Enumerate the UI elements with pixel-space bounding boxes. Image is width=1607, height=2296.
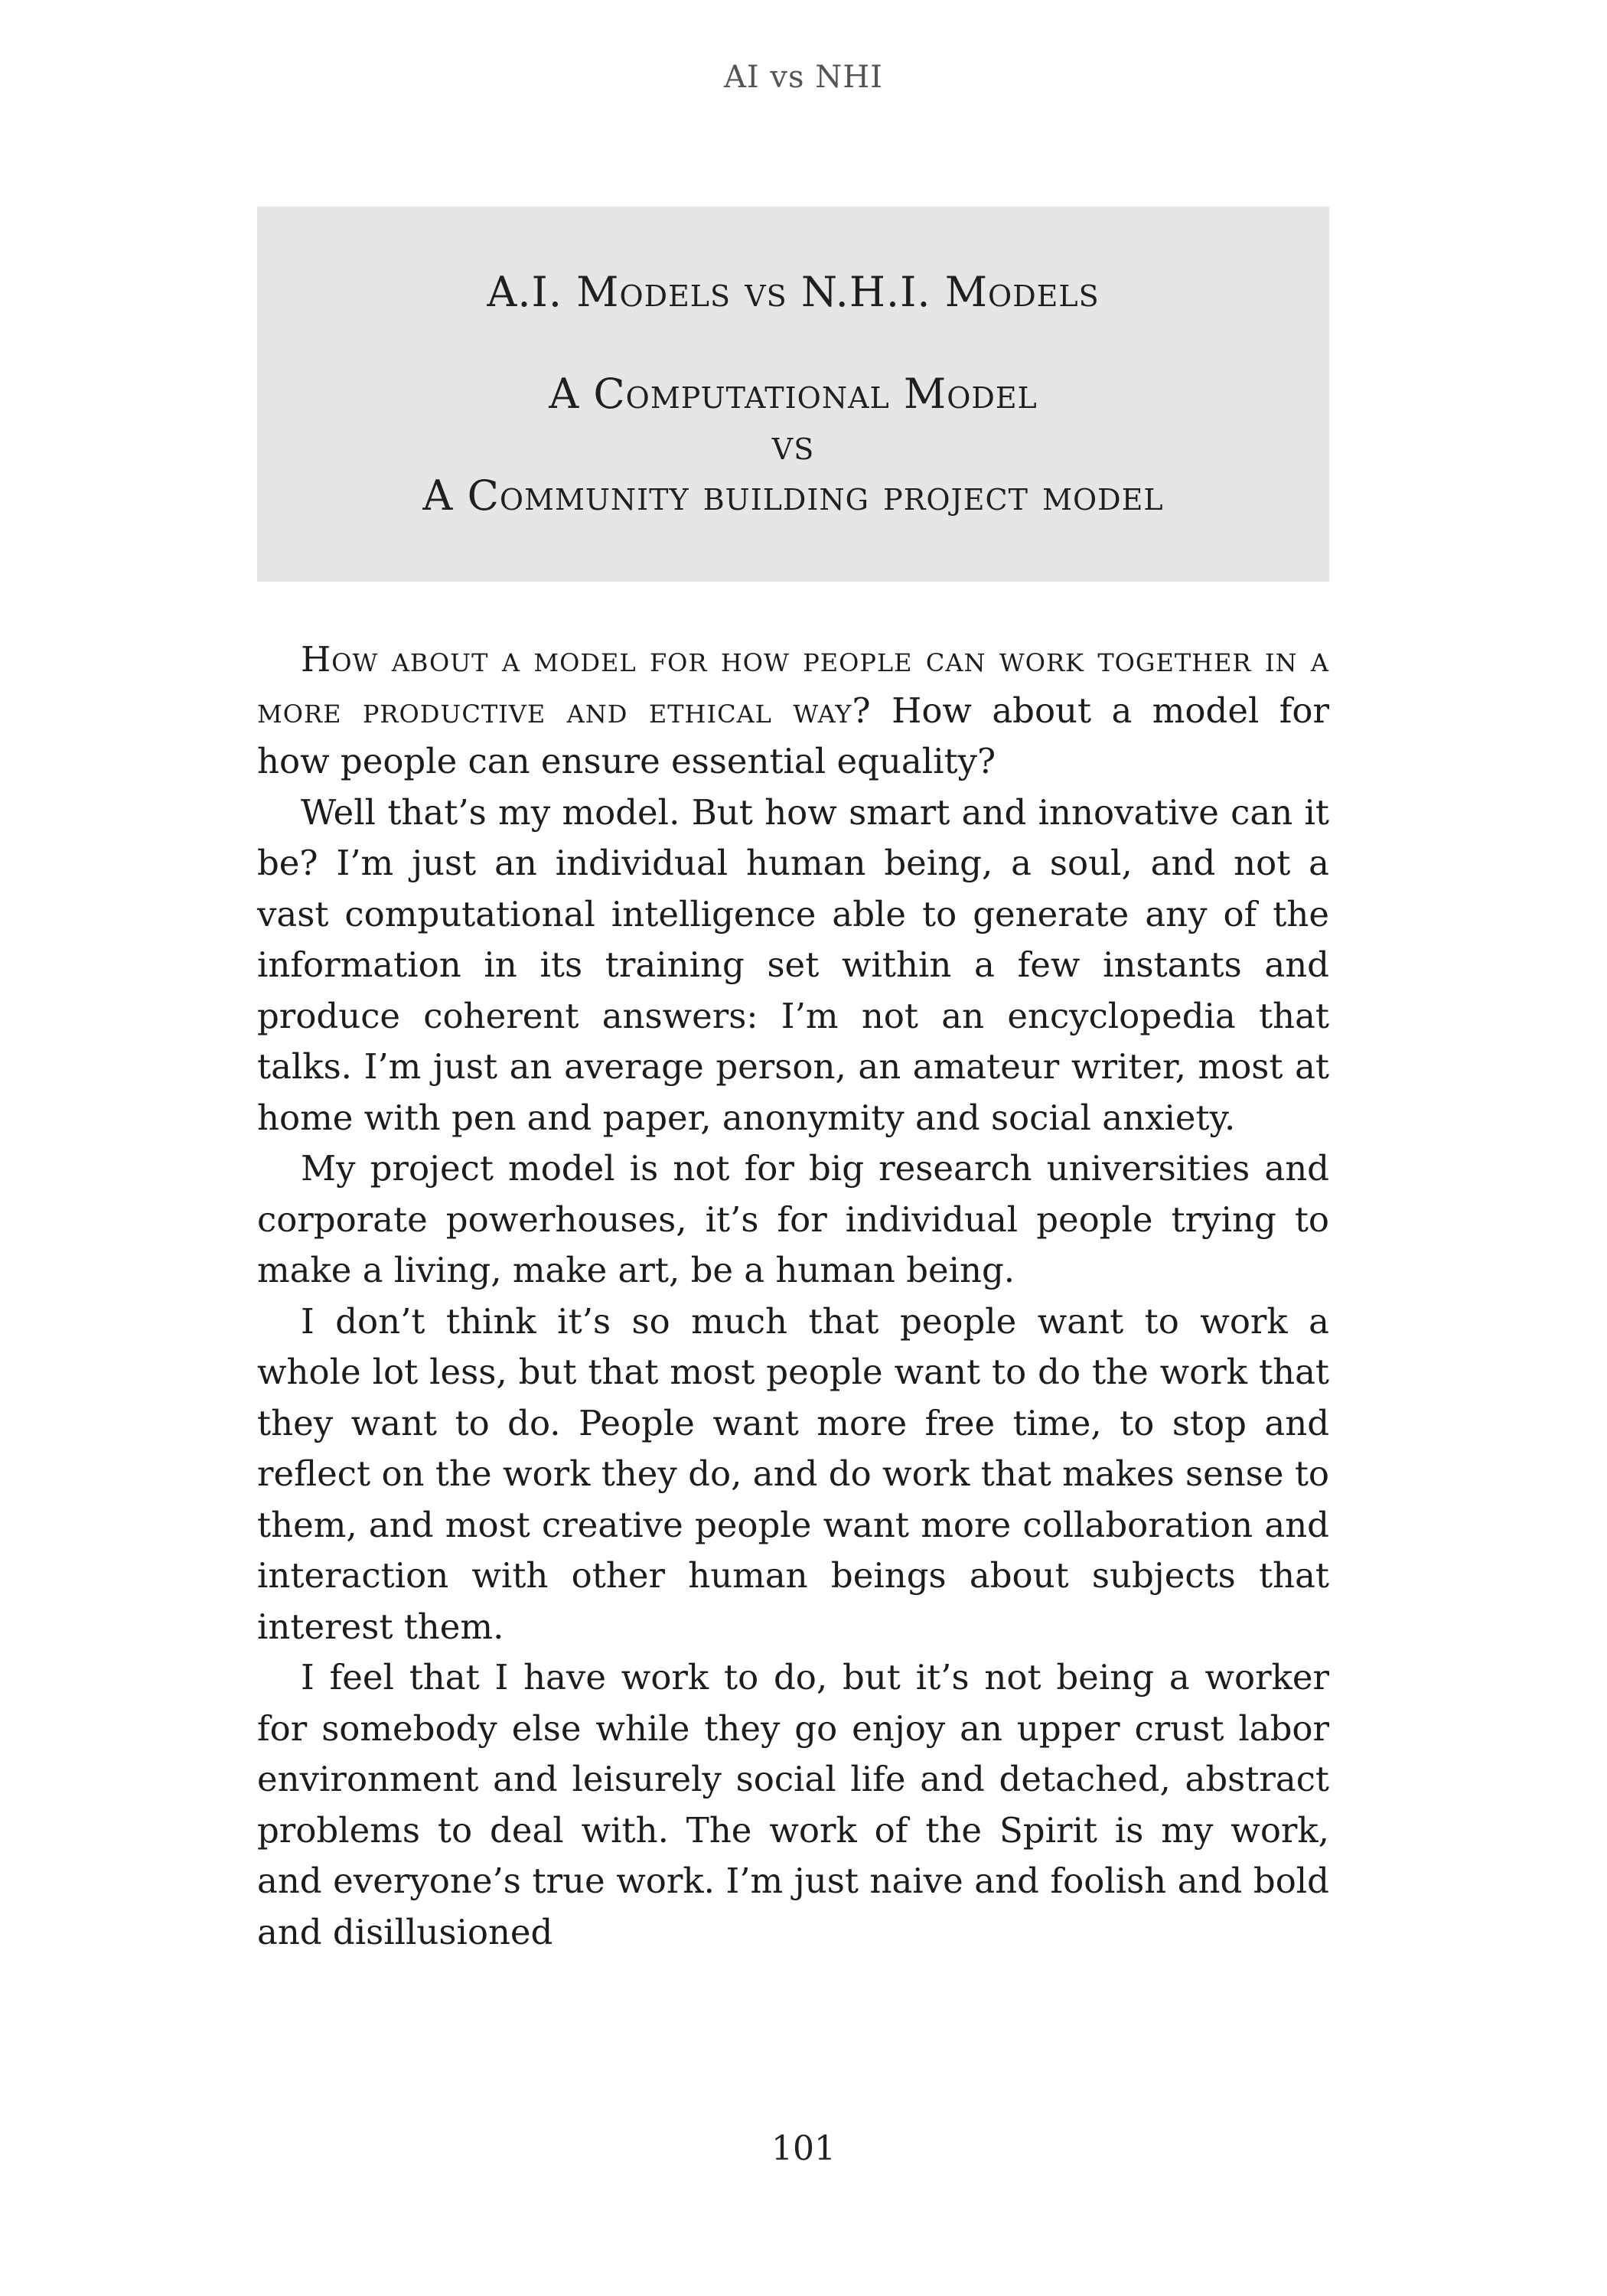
paragraph-1-rest: How about a model for how people can ensure essential equality? [257,690,1329,781]
paragraph-5: I feel that I have work to do, but it’s not being a worker for somebody else while they go enjoy an upper crust labor environment and leisurely social life and detached, abstract problems to deal with. The work of the Spirit is my work, and everyone’s true work. I’m just naive and foolish and bold and disillusioned [257,1657,1329,1952]
paragraph-4: I don’t think it’s so much that people want to work a whole lot less, but that most people want to do the work that they want to do. People want more free time, to stop and reflect on the work they do, and do work that makes sense to them, and most creative people want more collaboration and interaction with other human beings about subjects that interest them. [257,1300,1329,1647]
chapter-title-line-1: A.I. Models vs N.H.I. Models [487,268,1100,316]
running-head: AI vs NHI [724,60,883,95]
page-number: 101 [771,2129,836,2168]
chapter-subtitle-vs: vs [771,421,815,469]
chapter-subtitle-line-2: A Community building project model [422,471,1164,520]
chapter-title-box [257,207,1329,582]
chapter-subtitle-line-1: A Computational Model [549,370,1038,418]
paragraph-3: My project model is not for big research universities and corporate powerhouses, it’s for individual people trying to make a living, make art, be a human being. [257,1148,1329,1290]
paragraph-1-lead: How about a model for how people can work together in a more productive and ethical way? [257,639,1329,731]
paragraph-1 [257,634,1329,788]
body-text [257,634,1329,1958]
paragraph-2: Well that’s my model. But how smart and innovative can it be? I’m just an individual human being, a soul, and not a vast computational intelligence able to generate any of the information in its training set within a few instants and produce coherent answers: I’m not an encyclopedia that talks. I’m just an average person, an amateur writer, most at home with pen and paper, anonymity and social anxiety. [257,791,1329,1138]
